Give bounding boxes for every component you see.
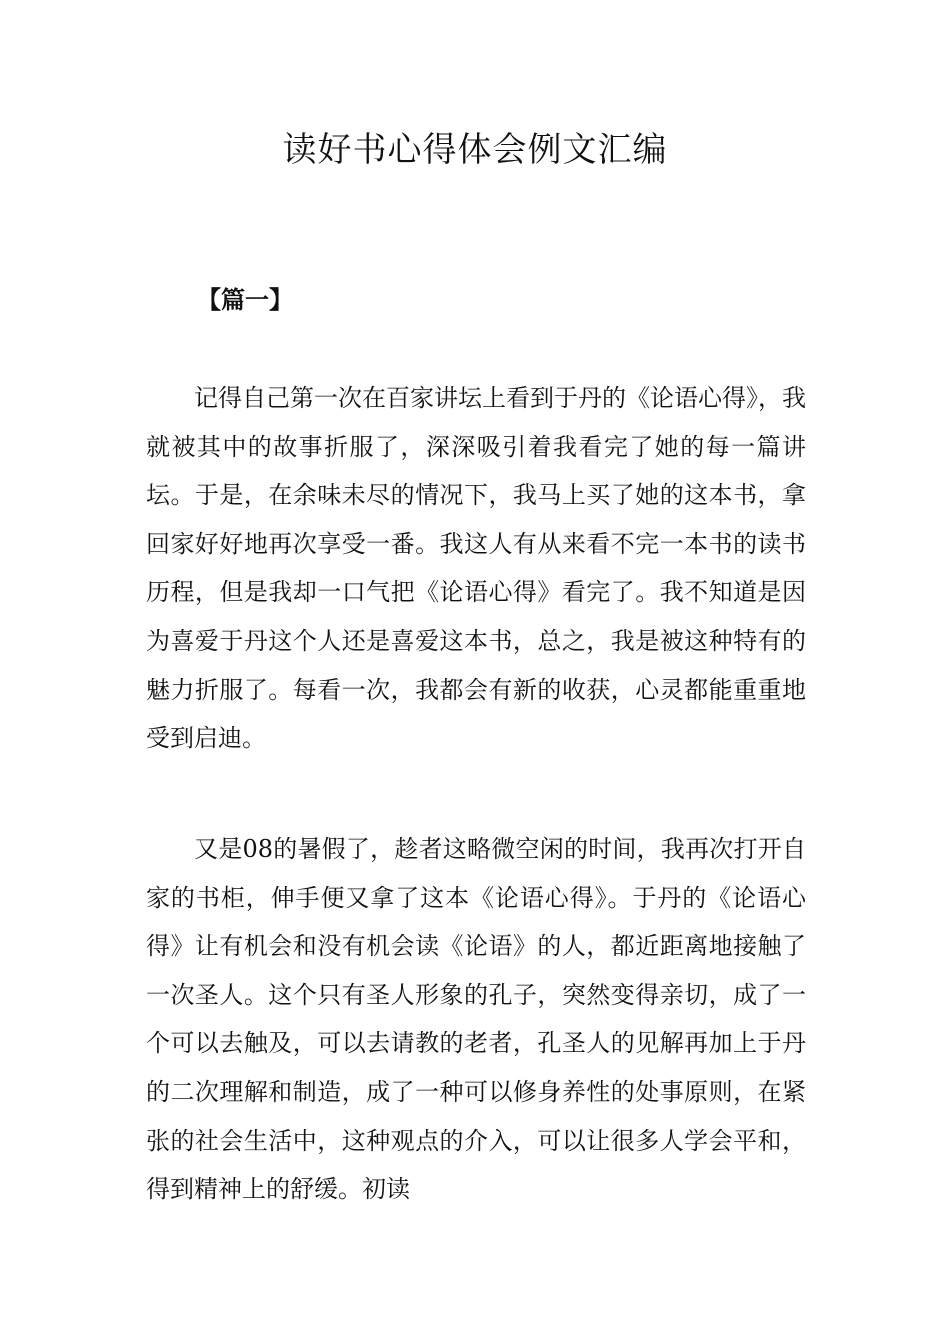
paragraph-1: 记得自己第一次在百家讲坛上看到于丹的《论语心得》，我就被其中的故事折服了，深深吸引着我看完了她的每一篇讲坛。于是，在余味未尽的情况下，我马上买了她的这本书，拿回家好好地再次享受一番。我这人有从来看不完一本书的读书历程，但是我却一口气把《论语心得》看完了。我不知道是因为喜爱于丹这个人还是喜爱这本书，总之，我是被这种特有的魅力折服了。每看一次，我都会有新的收获，心灵都能重重地受到启迪。 (146, 384, 806, 753)
section-label: 【篇一】 (197, 285, 293, 314)
document-title: 读好书心得体会例文汇编 (282, 130, 668, 170)
paragraph-2: 又是08的暑假了，趁者这略微空闲的时间，我再次打开自家的书柜，伸手便又拿了这本《论语心得》。于丹的《论语心得》让有机会和没有机会读《论语》的人，都近距离地接触了一次圣人。这个只有圣人形象的孔子，突然变得亲切，成了一个可以去触及，可以去请教的老者，孔圣人的见解再加上于丹的二次理解和制造，成了一种可以修身养性的处事原则，在紧张的社会生活中，这种观点的介入，可以让很多人学会平和，得到精神上的舒缓。初读 (146, 835, 806, 1204)
